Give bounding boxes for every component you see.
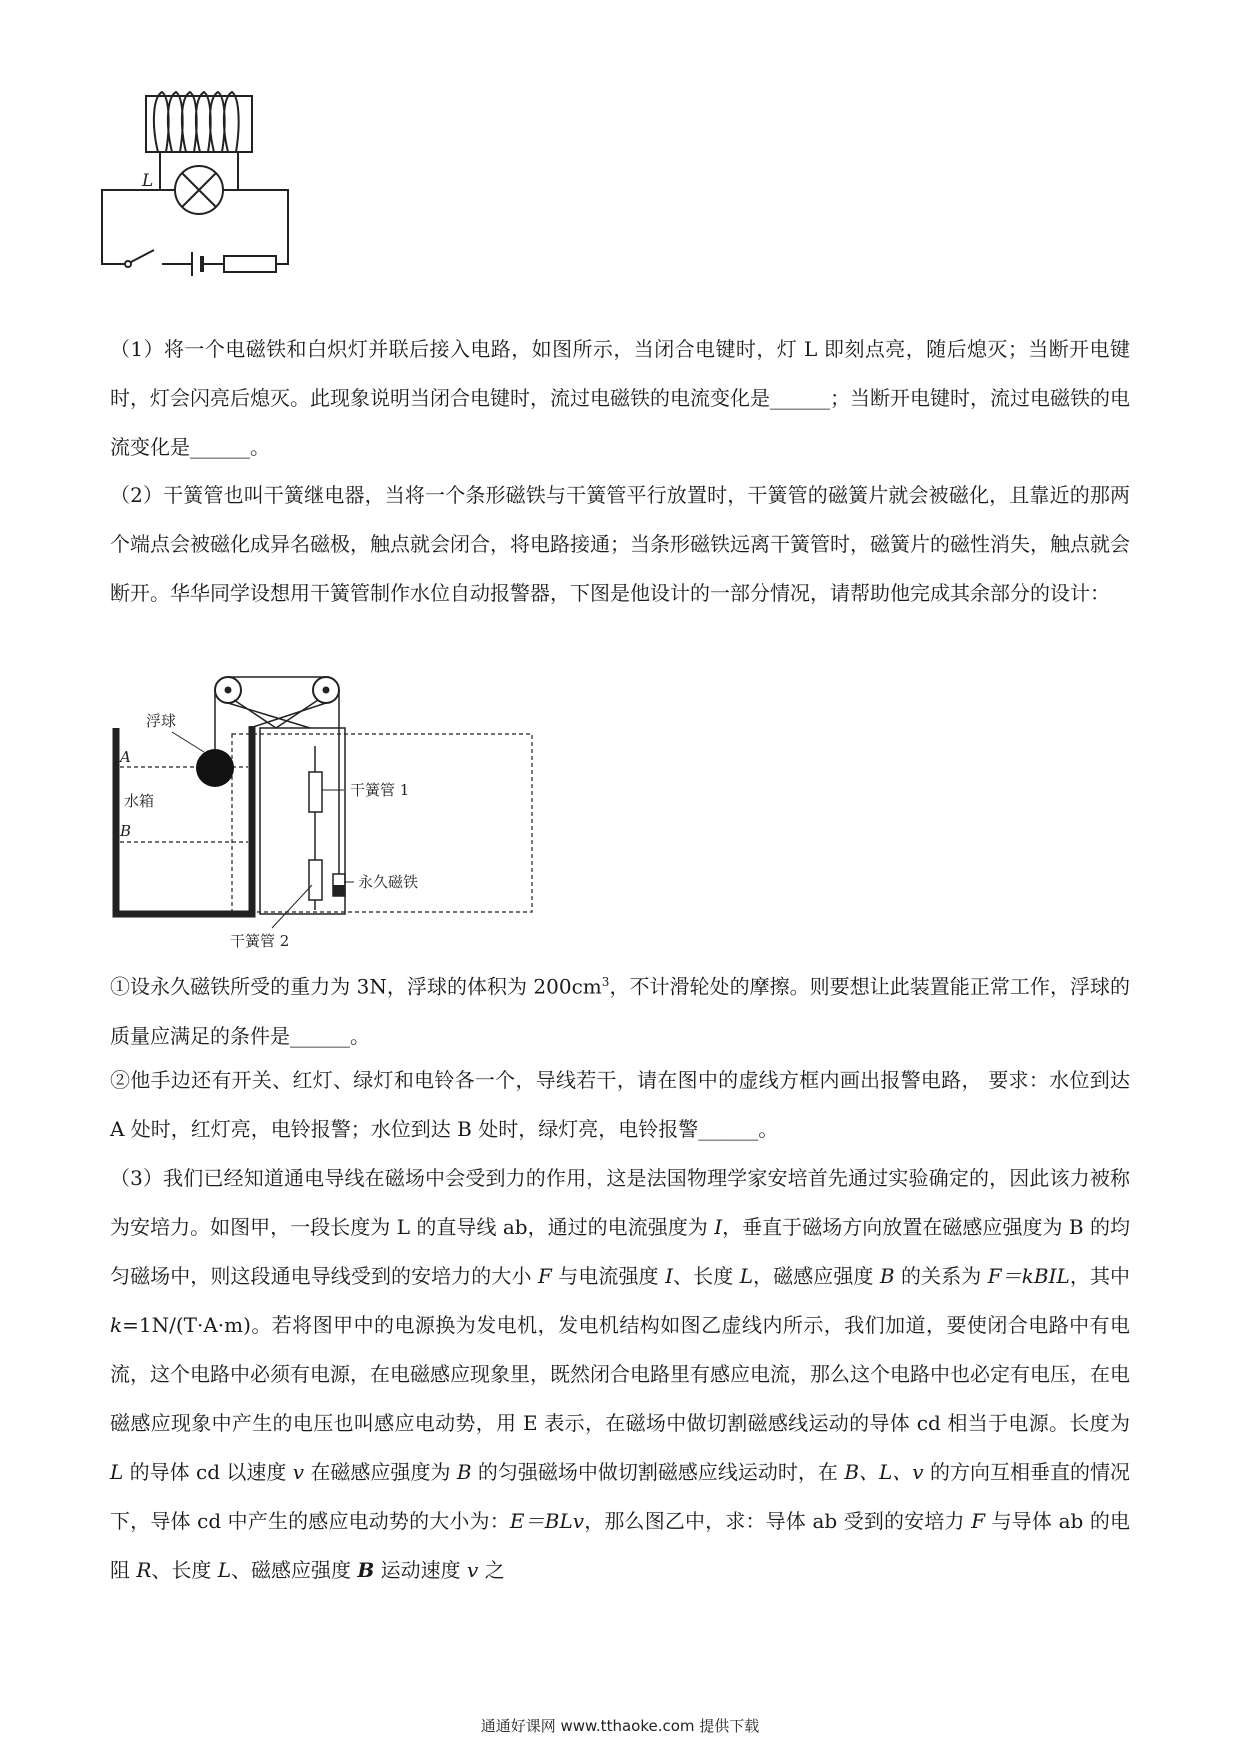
var-b: B	[357, 1558, 375, 1582]
question-2: （2）干簧管也叫干簧继电器，当将一个条形磁铁与干簧管平行放置时，干簧管的磁簧片就会被磁化，且靠近的那两个端点会被磁化成异名磁极，触点就会闭合，将电路接通；当条形磁铁远离干簧管时，磁簧片的磁性消失，触点就会断开。华华同学设想用干簧管制作水位自动报警器，下图是他设计的一部分情况，请帮助他完成其余部分的设计：	[110, 483, 1130, 605]
q3-part: ，磁感应强度	[752, 1264, 880, 1288]
var-l: L	[217, 1558, 232, 1582]
q3-part: 的关系为	[894, 1264, 988, 1288]
reed-2-pointer	[272, 885, 312, 928]
q3-part: 、长度	[672, 1264, 740, 1288]
q3-part: （3）我们已经知道通电导线在磁场中会受到力的作用，这是法国物理学家安培首先通过实验确定的，因此该力被称为安培力。如图甲，一段长度为 L 的直导线 ab，通过的电流强度为	[110, 1166, 1130, 1239]
q3-part: 的方向互相垂直的情况下，导体 cd 中产生的感应电动势的大小为：	[110, 1460, 1131, 1533]
q3-part: ，那么图乙中，求：导体 ab 受到的安培力	[584, 1509, 972, 1533]
q3-part: 的导体 cd 以速度	[123, 1460, 293, 1484]
q3-part: ，其中	[1069, 1264, 1131, 1288]
page-footer: 通通好课网 www.tthaoke.com 提供下载	[480, 1717, 760, 1735]
ball-pointer	[172, 732, 204, 752]
question-3	[110, 1154, 1130, 1595]
sub1-text-after: ，不计滑轮处的摩擦。则要想让此装置能正常工作，浮球的质量应满足的条件是______。	[110, 974, 1131, 1048]
var-v: v	[467, 1558, 479, 1582]
question-1: （1）将一个电磁铁和白炽灯并联后接入电路，如图所示，当闭合电键时，灯 L 即刻点亮，随后熄灭；当断开电键时，灯会闪亮后熄灭。此现象说明当闭合电键时，流过电磁铁的电流变化是______；当断开电键时，流过电磁铁的电流变化是______。	[110, 337, 1130, 459]
q3-part: 的匀强磁场中做切割磁感应线运动时，在	[471, 1460, 845, 1484]
support-left	[228, 703, 310, 728]
var-blv: B、L、v	[844, 1460, 924, 1484]
q3-part: 、磁感应强度	[231, 1558, 358, 1582]
q3-part: 在磁感应强度为	[304, 1460, 457, 1484]
float-ball	[196, 749, 234, 787]
var-i: I	[665, 1264, 673, 1288]
q3-part: 运动速度	[374, 1558, 468, 1582]
switch-lever	[131, 250, 154, 262]
outer-wire-left	[102, 190, 175, 264]
sub1-superscript: 3	[601, 975, 610, 989]
q3-part: ，垂直于磁场方向放置在磁感应强度为 B 的均匀磁场中，则这段通电导线受到的安培力的大小	[110, 1215, 1130, 1288]
water-tank-label: 水箱	[124, 792, 155, 810]
support-frame	[234, 700, 318, 728]
resistor	[224, 256, 276, 272]
level-a-label: A	[120, 748, 131, 766]
level-b-label: B	[120, 822, 132, 840]
formula-e: E＝BLv	[509, 1509, 585, 1533]
var-b: B	[456, 1460, 472, 1484]
water-alarm-figure	[100, 670, 560, 955]
reed-tube-1	[309, 772, 322, 812]
q3-part: 与导体 ab 的电阻	[110, 1509, 1130, 1582]
var-k: k	[110, 1313, 123, 1337]
pulley-left-axle	[225, 687, 231, 693]
var-i: I	[714, 1215, 723, 1239]
var-b: B	[879, 1264, 895, 1288]
support-right	[250, 703, 326, 728]
reed-tube-1-label: 干簧管 1	[350, 781, 410, 799]
magnet-pole	[333, 885, 345, 896]
formula-f: F＝kBIL	[987, 1264, 1070, 1288]
float-ball-label: 浮球	[146, 712, 177, 730]
coil	[154, 92, 239, 152]
circuit-figure	[100, 88, 300, 308]
var-l: L	[739, 1264, 753, 1288]
question-2-sub-1	[110, 958, 1130, 1061]
var-v: v	[292, 1460, 305, 1484]
reed-tube-2	[309, 860, 322, 900]
q3-part: =1N/(T·A·m)。若将图甲中的电源换为发电机，发电机结构如图乙虚线内所示，我们加道，要使闭合电路中有电流，这个电路中必须有电源，在电磁感应现象里，既然闭合电路里有感应电流，那么这个电路中也必定有电压，在电磁感应现象中产生的电压也叫感应电动势，用 E 表示，在磁场中做切割磁感线运动的导体 cd 相当于电源。长度为	[110, 1313, 1130, 1435]
var-f: F	[971, 1509, 986, 1533]
var-r: R	[136, 1558, 152, 1582]
label-l: L	[142, 171, 154, 191]
sub1-text-before: ①设永久磁铁所受的重力为 3N，浮球的体积为 200cm	[110, 974, 602, 999]
q3-part: 与电流强度	[551, 1264, 666, 1288]
reed-tube-2-label: 干簧管 2	[230, 932, 290, 950]
question-2-sub-2: ②他手边还有开关、红灯、绿灯和电铃各一个，导线若干，请在图中的虚线方框内画出报警电路， 要求：水位到达 A 处时，红灯亮，电铃报警；水位到达 B 处时，绿灯亮，电铃报警______。	[110, 1068, 1130, 1141]
switch-contact	[125, 261, 131, 267]
q3-part: 之	[478, 1558, 505, 1582]
var-l: L	[110, 1460, 124, 1484]
permanent-magnet-label: 永久磁铁	[358, 873, 419, 891]
q3-part: 、长度	[151, 1558, 218, 1582]
outer-wire-right	[223, 190, 288, 264]
var-f: F	[537, 1264, 552, 1288]
pulley-right-axle	[323, 687, 329, 693]
